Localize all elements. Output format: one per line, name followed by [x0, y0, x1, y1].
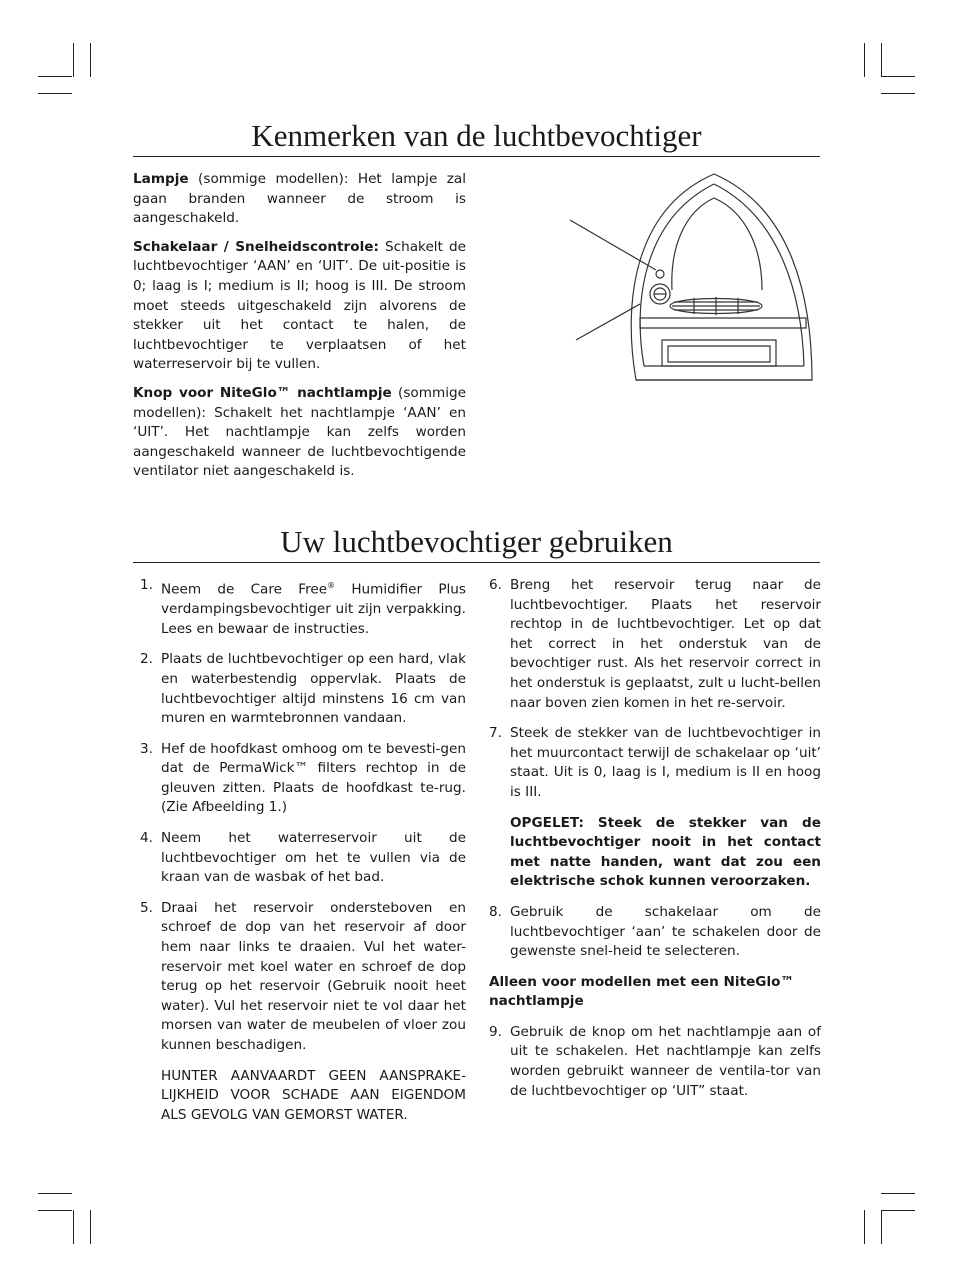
crop-mark — [864, 43, 865, 77]
crop-mark — [38, 93, 72, 94]
crop-mark — [881, 93, 915, 94]
list-item-text: Gebruik de knop om het nachtlampje aan of uit te schakelen. Het nachtlampje kan zelfs worden gebruikt wanneer de ventila-tor van de luchtbevochtiger op ‘UIT” staat. — [510, 1023, 821, 1099]
list-item-text-a: Neem de Care Free — [161, 581, 328, 598]
list-item-text: Steek de stekker van de luchtbevochtiger in het muurcontact terwijl de schakelaar op ‘uit’ staat. Uit is 0, laag is I, medium is II en hoog is III. — [510, 725, 821, 800]
list-item-number: 3. — [140, 740, 153, 757]
crop-mark — [864, 1210, 865, 1244]
crop-mark — [881, 1210, 915, 1211]
crop-mark — [90, 1210, 91, 1244]
list-item-number: 5. — [140, 899, 153, 916]
crop-mark — [38, 1210, 72, 1211]
feature-lamp-text: (sommige modellen): Het lampje zal gaan branden wanneer de stroom is aangeschakeld. — [133, 171, 466, 227]
list-item-text: Draai het reservoir ondersteboven en schroef de dop van het reservoir af door hem naar links te draaien. Vul het water-reservoir met koel water en schroef de dop terug op het reservoir (Gebruik nooit heet water). Vul het reservoir niet te vol daar het morsen van water de meubelen of vloer zou kunnen beschadigen. — [161, 899, 466, 1053]
feature-switch-text: Schakelt de luchtbevochtiger ‘AAN’ en ‘UIT’. De uit-positie is 0; laag is I; medium is II; hoog is III. De stroom moet steeds uitgeschakeld zijn alvorens de stekker uit het contact te halen, de luchtbevochtiger te verplaatsen of het waterreservoir bij te vullen. — [133, 238, 466, 373]
list-item — [489, 724, 821, 802]
features-text — [133, 170, 466, 491]
list-item-text: Plaats de luchtbevochtiger op een hard, vlak en waterbestendig oppervlak. Plaats de luchtbevochtiger altijd minstens 16 cm van muren en warmtebronnen vandaan. — [161, 651, 466, 727]
list-item — [140, 576, 466, 639]
list-item — [489, 903, 821, 962]
list-item-number: 8. — [489, 903, 502, 920]
list-item-number: 2. — [140, 651, 153, 668]
humidifier-tank — [672, 198, 762, 290]
feature-niteglo — [133, 384, 466, 482]
feature-switch — [133, 238, 466, 375]
feature-lamp — [133, 170, 466, 229]
list-item-text: Neem het waterreservoir uit de luchtbevochtiger om het te vullen via de kraan van de wasbak of het bad. — [161, 830, 466, 886]
crop-mark — [73, 1210, 74, 1244]
feature-switch-label: Schakelaar / Snelheidscontrole: — [133, 238, 379, 255]
list-item — [140, 650, 466, 728]
niteglo-heading: Alleen voor modellen met een NiteGlo™ nachtlampje — [489, 973, 795, 1010]
list-item-text — [161, 576, 466, 639]
list-item-number: 1. — [140, 577, 153, 593]
list-item — [140, 740, 466, 818]
usage-column-left — [140, 576, 466, 1136]
crop-mark — [73, 43, 74, 77]
disclaimer: HUNTER AANVAARDT GEEN AANSPRAKE-LIJKHEID VOOR SCHADE AAN EIGENDOM ALS GEVOLG VAN GEMORST WATER. — [161, 1067, 466, 1123]
crop-mark — [90, 43, 91, 77]
registered-mark: ® — [327, 581, 336, 590]
feature-niteglo-text: (sommige modellen): Schakelt het nachtlampje ‘AAN’ en ‘UIT’. Het nachtlampje kan zelfs worden aangeschakeld wanneer de luchtbevochtigende ventilator niet aangeschakeld is. — [133, 384, 467, 480]
crop-mark — [38, 76, 72, 77]
humidifier-illustration — [566, 168, 826, 396]
leader-line-switch — [576, 304, 640, 340]
list-item-number: 9. — [489, 1023, 502, 1040]
crop-mark — [881, 43, 882, 77]
features-title: Kenmerken van de luchtbevochtiger — [133, 116, 820, 157]
list-item — [489, 1023, 821, 1101]
lamp-indicator — [656, 270, 664, 278]
warning: OPGELET: Steek de stekker van de luchtbevochtiger nooit in het contact met natte handen, want dat zou een elektrische schok kunnen veroorzaken. — [510, 814, 821, 890]
leader-line-lamp — [570, 220, 656, 270]
feature-lamp-label: Lampje — [133, 171, 189, 187]
crop-mark — [38, 1193, 72, 1194]
list-item — [140, 899, 466, 1056]
list-item-number: 4. — [140, 830, 153, 847]
list-item-number: 6. — [489, 577, 502, 593]
crop-mark — [881, 1193, 915, 1194]
list-item-text: Gebruik de schakelaar om de luchtbevochtiger ‘aan’ te schakelen door de gewenste snel-heid te selecteren. — [510, 903, 821, 960]
list-item-number: 7. — [489, 725, 502, 742]
list-item — [140, 829, 466, 888]
usage-column-right — [489, 576, 821, 1112]
crop-mark — [881, 1210, 882, 1244]
list-item-text-b: Humidifier Plus verdampingsbevochtiger uit zijn verpakking. Lees en bewaar de instructies. — [161, 581, 466, 637]
feature-niteglo-label: Knop voor NiteGlo™ nachtlampje — [133, 384, 392, 401]
crop-mark — [881, 76, 915, 77]
list-item-text: Breng het reservoir terug naar de luchtbevochtiger. Plaats het reservoir rechtop in de luchtbevochtiger. Let op dat het correct in het onderstuk van de bevochtiger rust. Als het reservoir correct in het onderstuk is geplaatst, zult u lucht-bellen naar boven zien komen in het re-servoir. — [510, 577, 821, 711]
usage-title: Uw luchtbevochtiger gebruiken — [133, 522, 820, 563]
list-item-text: Hef de hoofdkast omhoog om te bevesti-gen dat de PermaWick™ filters rechtop in de gleuven zitten. Plaats de hoofdkast te-rug. (Zie Afbeelding 1.) — [161, 740, 466, 816]
list-item — [489, 576, 821, 713]
